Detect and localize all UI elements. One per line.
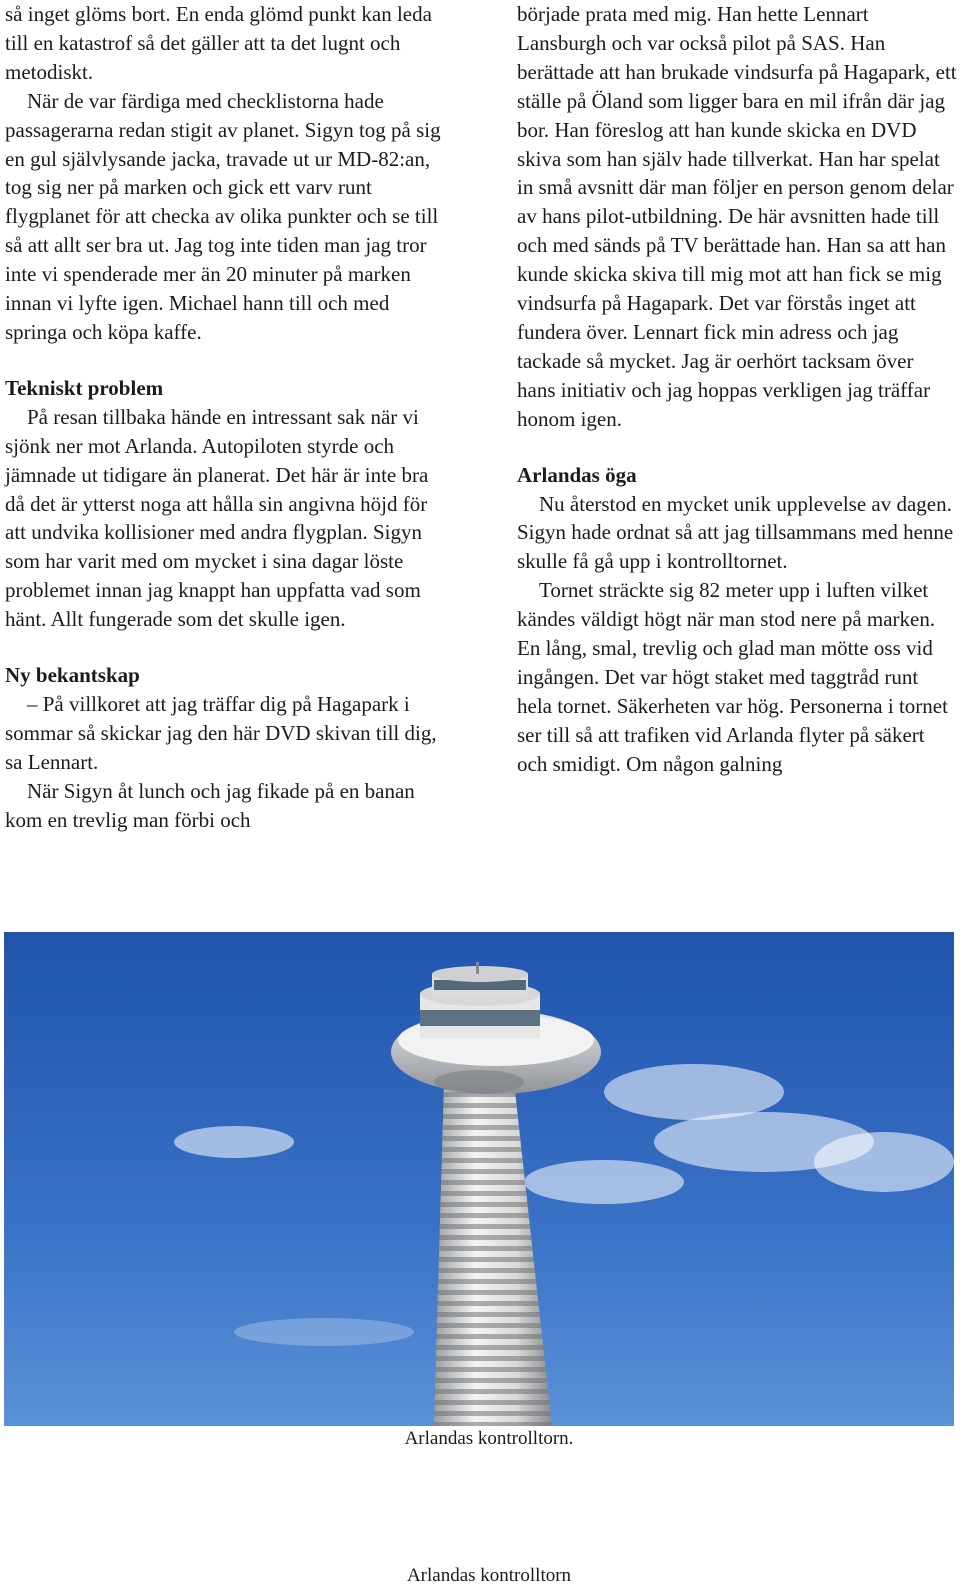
paragraph: På resan tillbaka hände en intressant sak när vi sjönk ner mot Arlanda. Autopiloten styrde och jämnade ut tidigare än planerat. Det här är inte bra då det är ytterst noga att hålla sin angivna höjd för att undvika kollisioner med andra flygplan. Sigyn som har varit med om mycket i sina dagar löste problemet innan jag knappt han uppfatta vad som hänt. Allt fungerade som det skulle igen. bbox=[5, 404, 429, 632]
paragraph: – På villkoret att jag träffar dig på Hagapark i sommar så skickar jag den här DVD skivan till dig, sa Lennart. bbox=[5, 691, 437, 774]
right-column bbox=[517, 0, 957, 779]
section-heading: Arlandas öga bbox=[517, 462, 637, 487]
photo-caption: Arlandas kontrolltorn. bbox=[404, 1428, 574, 1449]
paragraph: Tornet sträckte sig 82 meter upp i luften vilket kändes väldigt högt när man stod nere på marken. En lång, smal, trevlig och glad man mötte oss vid ingången. Det var högt staket med taggtråd runt hela tornet. Säkerheten var hög. Personerna i tornet ser till så att trafiken vid Arlanda flyter på säkert och smidigt. Om någon galning bbox=[517, 578, 948, 776]
tower-cab bbox=[420, 962, 540, 1038]
paragraph: Nu återstod en mycket unik upplevelse av dagen. Sigyn hade ordnat så att jag tillsammans med henne skulle få gå upp i kontrolltornet. bbox=[517, 491, 954, 574]
footer-caption: Arlandas kontrolltorn bbox=[406, 1565, 572, 1586]
paragraph: När de var färdiga med checklistorna hade passagerarna redan stigit av planet. Sigyn tog på sig en gul självlysande jacka, travade ut ur MD-82:an, tog sig ner på marken och gick ett varv runt flygplanet för att checka av olika punkter och se till så att allt ser bra ut. Jag tog inte tiden man jag tror inte vi spenderade mer än 20 minuter på marken innan vi lyfte igen. Michael hann till och med springa och köpa kaffe. bbox=[5, 88, 441, 344]
section-heading: Ny bekantskap bbox=[5, 663, 140, 688]
paragraph: så inget glöms bort. En enda glömd punkt kan leda till en katastrof så det gäller att ta det lugnt och metodiskt. bbox=[5, 2, 432, 84]
left-column bbox=[5, 0, 453, 834]
paragraph: När Sigyn åt lunch och jag fikade på en banan kom en trevlig man förbi och bbox=[5, 778, 415, 832]
control-tower-photo bbox=[4, 932, 954, 1426]
paragraph: började prata med mig. Han hette Lennart Lansburgh och var också pilot på SAS. Han berättade att han brukade vindsurfa på Hagapark, ett ställe på Öland som ligger bara en mil ifrån där jag bor. Han föreslog att han kunde skicka en DVD skiva som han själv hade tillverkat. Han har spelat in små avsnitt där man följer en person genom delar av hans pilot-utbildning. De här avsnitten hade till och med sänds på TV berättade han. Han sa att han kunde skicka skiva till mig mot att han fick se mig vindsurfa på Hagapark. Det var förstås inget att fundera över. Lennart fick min adress och jag tackade så mycket. Jag är oerhört tacksam över hans initiativ och jag hoppas verkligen jag träffar honom igen. bbox=[517, 2, 957, 431]
section-heading: Tekniskt problem bbox=[5, 375, 164, 400]
